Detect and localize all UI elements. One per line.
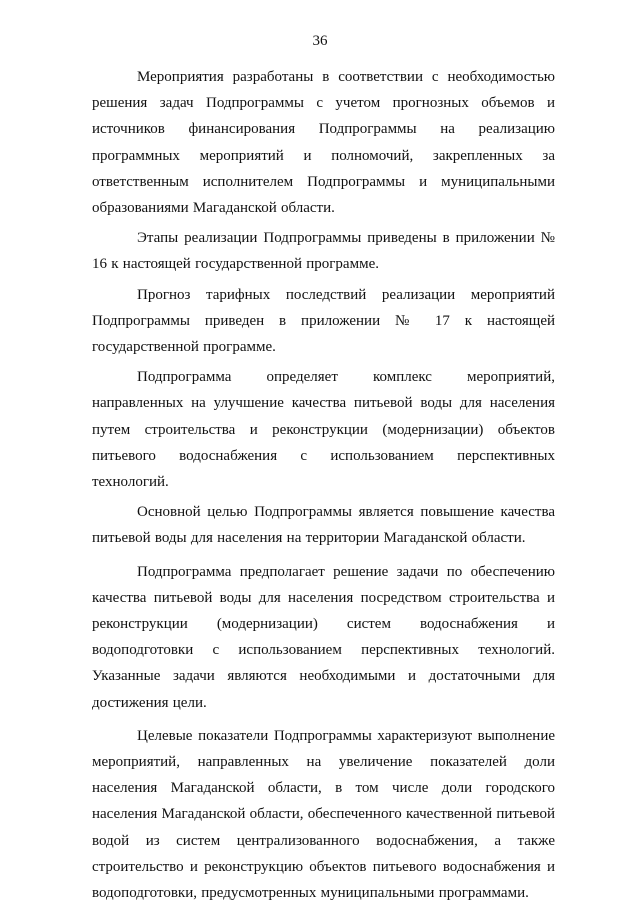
paragraph-subprogram-measures: Подпрограмма определяет комплекс мероприятий, направленных на улучшение качества питьевой воды для населения путем строительства и реконструкции (модернизации) объектов питьевого водоснабжения с использованием перспективных технологий. [92, 369, 555, 491]
paragraph-task-solution: Подпрограмма предполагает решение задачи по обеспечению качества питьевой воды для населения посредством строительства и реконструкции (модернизации) систем водоснабжения и водоподготовки с использованием перспективных технологий. Указанные задачи являются необходимыми и достаточными для достижения цели. [92, 563, 555, 711]
page-number: 36 [312, 33, 328, 49]
paragraph-measures-developed: Мероприятия разработаны в соответствии с необходимостью решения задач Подпрограммы с учетом прогнозных объемов и источников финансирования Подпрограммы на реализацию программных мероприятий и полномочий, закрепленных за ответственным исполнителем Подпрограммы и муниципальными образованиями Магаданской области. [92, 69, 555, 217]
paragraph-target-indicators: Целевые показатели Подпрограммы характеризуют выполнение мероприятий, направленных на увеличение показателей доли населения Магаданской области, в том числе доли городского населения Магаданской области, обеспеченного качественной питьевой водой из систем централизованного водоснабжения, а также строительство и реконструкцию объектов питьевого водоснабжения и водоподготовки, предусмотренных муниципальными программами. [92, 727, 555, 902]
body-text [92, 64, 555, 906]
paragraph-main-goal: Основной целью Подпрограммы является повышение качества питьевой воды для населения на территории Магаданской области. [92, 504, 555, 547]
paragraph-implementation-stages: Этапы реализации Подпрограммы приведены в приложении № 16 к настоящей государственной программе. [92, 230, 555, 273]
paragraph-tariff-forecast: Прогноз тарифных последствий реализации мероприятий Подпрограммы приведен в приложении № 17 к настоящей государственной программе. [92, 286, 555, 356]
